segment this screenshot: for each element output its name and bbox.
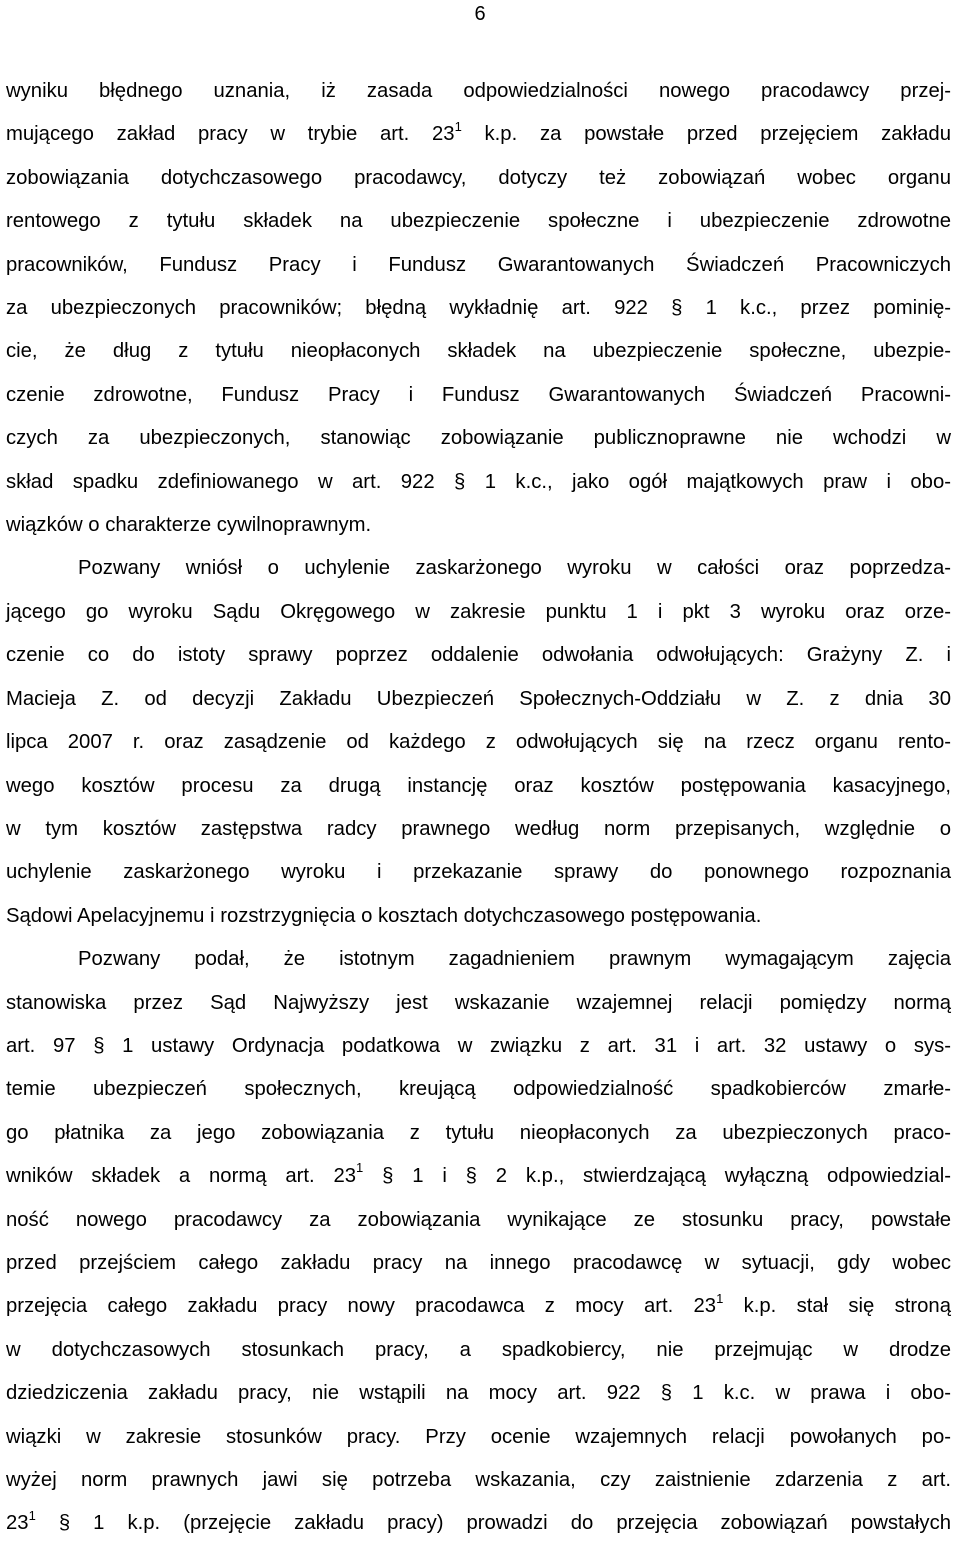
- text-line: mującego zakład pracy w trybie art. $23^1$ k.p. za powstałe przed przejęciem zakładu: [6, 118, 951, 146]
- superscript: 1: [454, 118, 462, 134]
- section-sign: §: [454, 470, 485, 493]
- text-line: lipca 2007 r. oraz zasądzenie od każdego z odwołujących się na rzecz organu rento-: [6, 731, 951, 754]
- text-line: przed przejściem całego zakładu pracy na innego pracodawcę w sytuacji, gdy wobec: [6, 1251, 951, 1274]
- section-sign: §: [382, 1165, 413, 1188]
- text-line: uchylenie zaskarżonego wyroku i przekazanie sprawy do ponownego rozpoznania: [6, 861, 951, 884]
- paragraph-2: [6, 547, 951, 938]
- text-line: Sądowi Apelacyjnemu i rozstrzygnięcia o kosztach dotychczasowego postępowania.: [6, 904, 762, 927]
- text-line: cie, że dług z tytułu nieopłaconych składek na ubezpieczenie społeczne, ubezpie-: [6, 340, 951, 363]
- text-line: stanowiska przez Sąd Najwyższy jest wskazanie wzajemnej relacji pomiędzy normą: [6, 991, 951, 1014]
- superscript: 1: [28, 1507, 36, 1523]
- text-line: wiązków o charakterze cywilnoprawnym.: [6, 514, 372, 537]
- text-line: Pozwany wniósł o uchylenie zaskarżonego wyroku w całości oraz poprzedza-: [78, 557, 951, 580]
- text-line: wiązki w zakresie stosunków pracy. Przy ocenie wzajemnych relacji powołanych po-: [6, 1425, 951, 1448]
- document-body: [6, 70, 951, 1546]
- page-number: 6: [474, 3, 486, 25]
- text-line: wego kosztów procesu za drugą instancję oraz kosztów postępowania kasacyjnego,: [6, 774, 951, 797]
- text-line: zobowiązania dotychczasowego pracodawcy, dotyczy też zobowiązań wobec organu: [6, 166, 951, 189]
- text-line: Pozwany podał, że istotnym zagadnieniem prawnym wymagającym zajęcia: [78, 948, 951, 971]
- text-line: w dotychczasowych stosunkach pracy, a spadkobiercy, nie przejmując w drodze: [6, 1338, 951, 1361]
- text-line: ność nowego pracodawcy za zobowiązania wynikające ze stosunku pracy, powstałe: [6, 1208, 951, 1231]
- text-line: skład spadku zdefiniowanego w art. 922 § 1 k.c., jako ogół majątkowych praw i obo-: [6, 470, 951, 493]
- text-line: rentowego z tytułu składek na ubezpieczenie społeczne i ubezpieczenie zdrowotne: [6, 210, 951, 233]
- text-line: wników składek a normą art. $23^1$ § 1 i § 2 k.p., stwierdzającą wyłączną odpowiedzial-: [6, 1160, 951, 1188]
- text-line: $23^1$ § 1 k.p. (przejęcie zakładu pracy) prowadzi do przejęcia zobowiązań powstałych: [6, 1507, 951, 1535]
- section-sign: §: [58, 1512, 94, 1535]
- text-line: go płatnika za jego zobowiązania z tytułu nieopłaconych za ubezpieczonych praco-: [6, 1121, 951, 1144]
- text-line: pracowników, Fundusz Pracy i Fundusz Gwarantowanych Świadczeń Pracowniczych: [6, 253, 951, 276]
- text-line: czych za ubezpieczonych, stanowiąc zobowiązanie publicznoprawne nie wchodzi w: [6, 427, 951, 450]
- section-sign: §: [93, 1034, 123, 1057]
- text-line: jącego go wyroku Sądu Okręgowego w zakresie punktu 1 i pkt 3 wyroku oraz orze-: [6, 600, 951, 623]
- text-line: dziedziczenia zakładu pracy, nie wstąpili na mocy art. 922 § 1 k.c. w prawa i obo-: [6, 1382, 951, 1405]
- superscript: 1: [356, 1160, 364, 1176]
- text-line: Macieja Z. od decyzji Zakładu Ubezpieczeń Społecznych-Oddziału w Z. z dnia 30: [6, 687, 951, 710]
- text-line: czenie co do istoty sprawy poprzez oddalenie odwołania odwołujących: Grażyny Z. i: [6, 644, 951, 667]
- text-line: wyżej norm prawnych jawi się potrzeba wskazania, czy zaistnienie zdarzenia z art.: [6, 1469, 951, 1491]
- section-sign: §: [660, 1382, 693, 1405]
- text-line: czenie zdrowotne, Fundusz Pracy i Fundusz Gwarantowanych Świadczeń Pracowni-: [6, 383, 951, 406]
- text-line: wyniku błędnego uznania, iż zasada odpowiedzialności nowego pracodawcy przej-: [6, 80, 951, 102]
- text-line: przejęcia całego zakładu pracy nowy pracodawca z mocy art. $23^1$ k.p. stał się stroną: [6, 1290, 951, 1318]
- text-line: art. 97 § 1 ustawy Ordynacja podatkowa w związku z art. 31 i art. 32 ustawy o sys-: [6, 1034, 951, 1057]
- paragraph-3: [6, 938, 951, 1546]
- section-sign: §: [465, 1165, 496, 1188]
- text-line: w tym kosztów zastępstwa radcy prawnego według norm przepisanych, względnie o: [6, 817, 951, 840]
- paragraph-1: [6, 70, 951, 547]
- section-sign: §: [671, 297, 706, 320]
- text-line: temie ubezpieczeń społecznych, kreującą odpowiedzialność spadkobierców zmarłe-: [6, 1078, 951, 1101]
- text-line: za ubezpieczonych pracowników; błędną wykładnię art. 922 § 1 k.c., przez pominię-: [6, 297, 951, 320]
- superscript: 1: [716, 1290, 724, 1306]
